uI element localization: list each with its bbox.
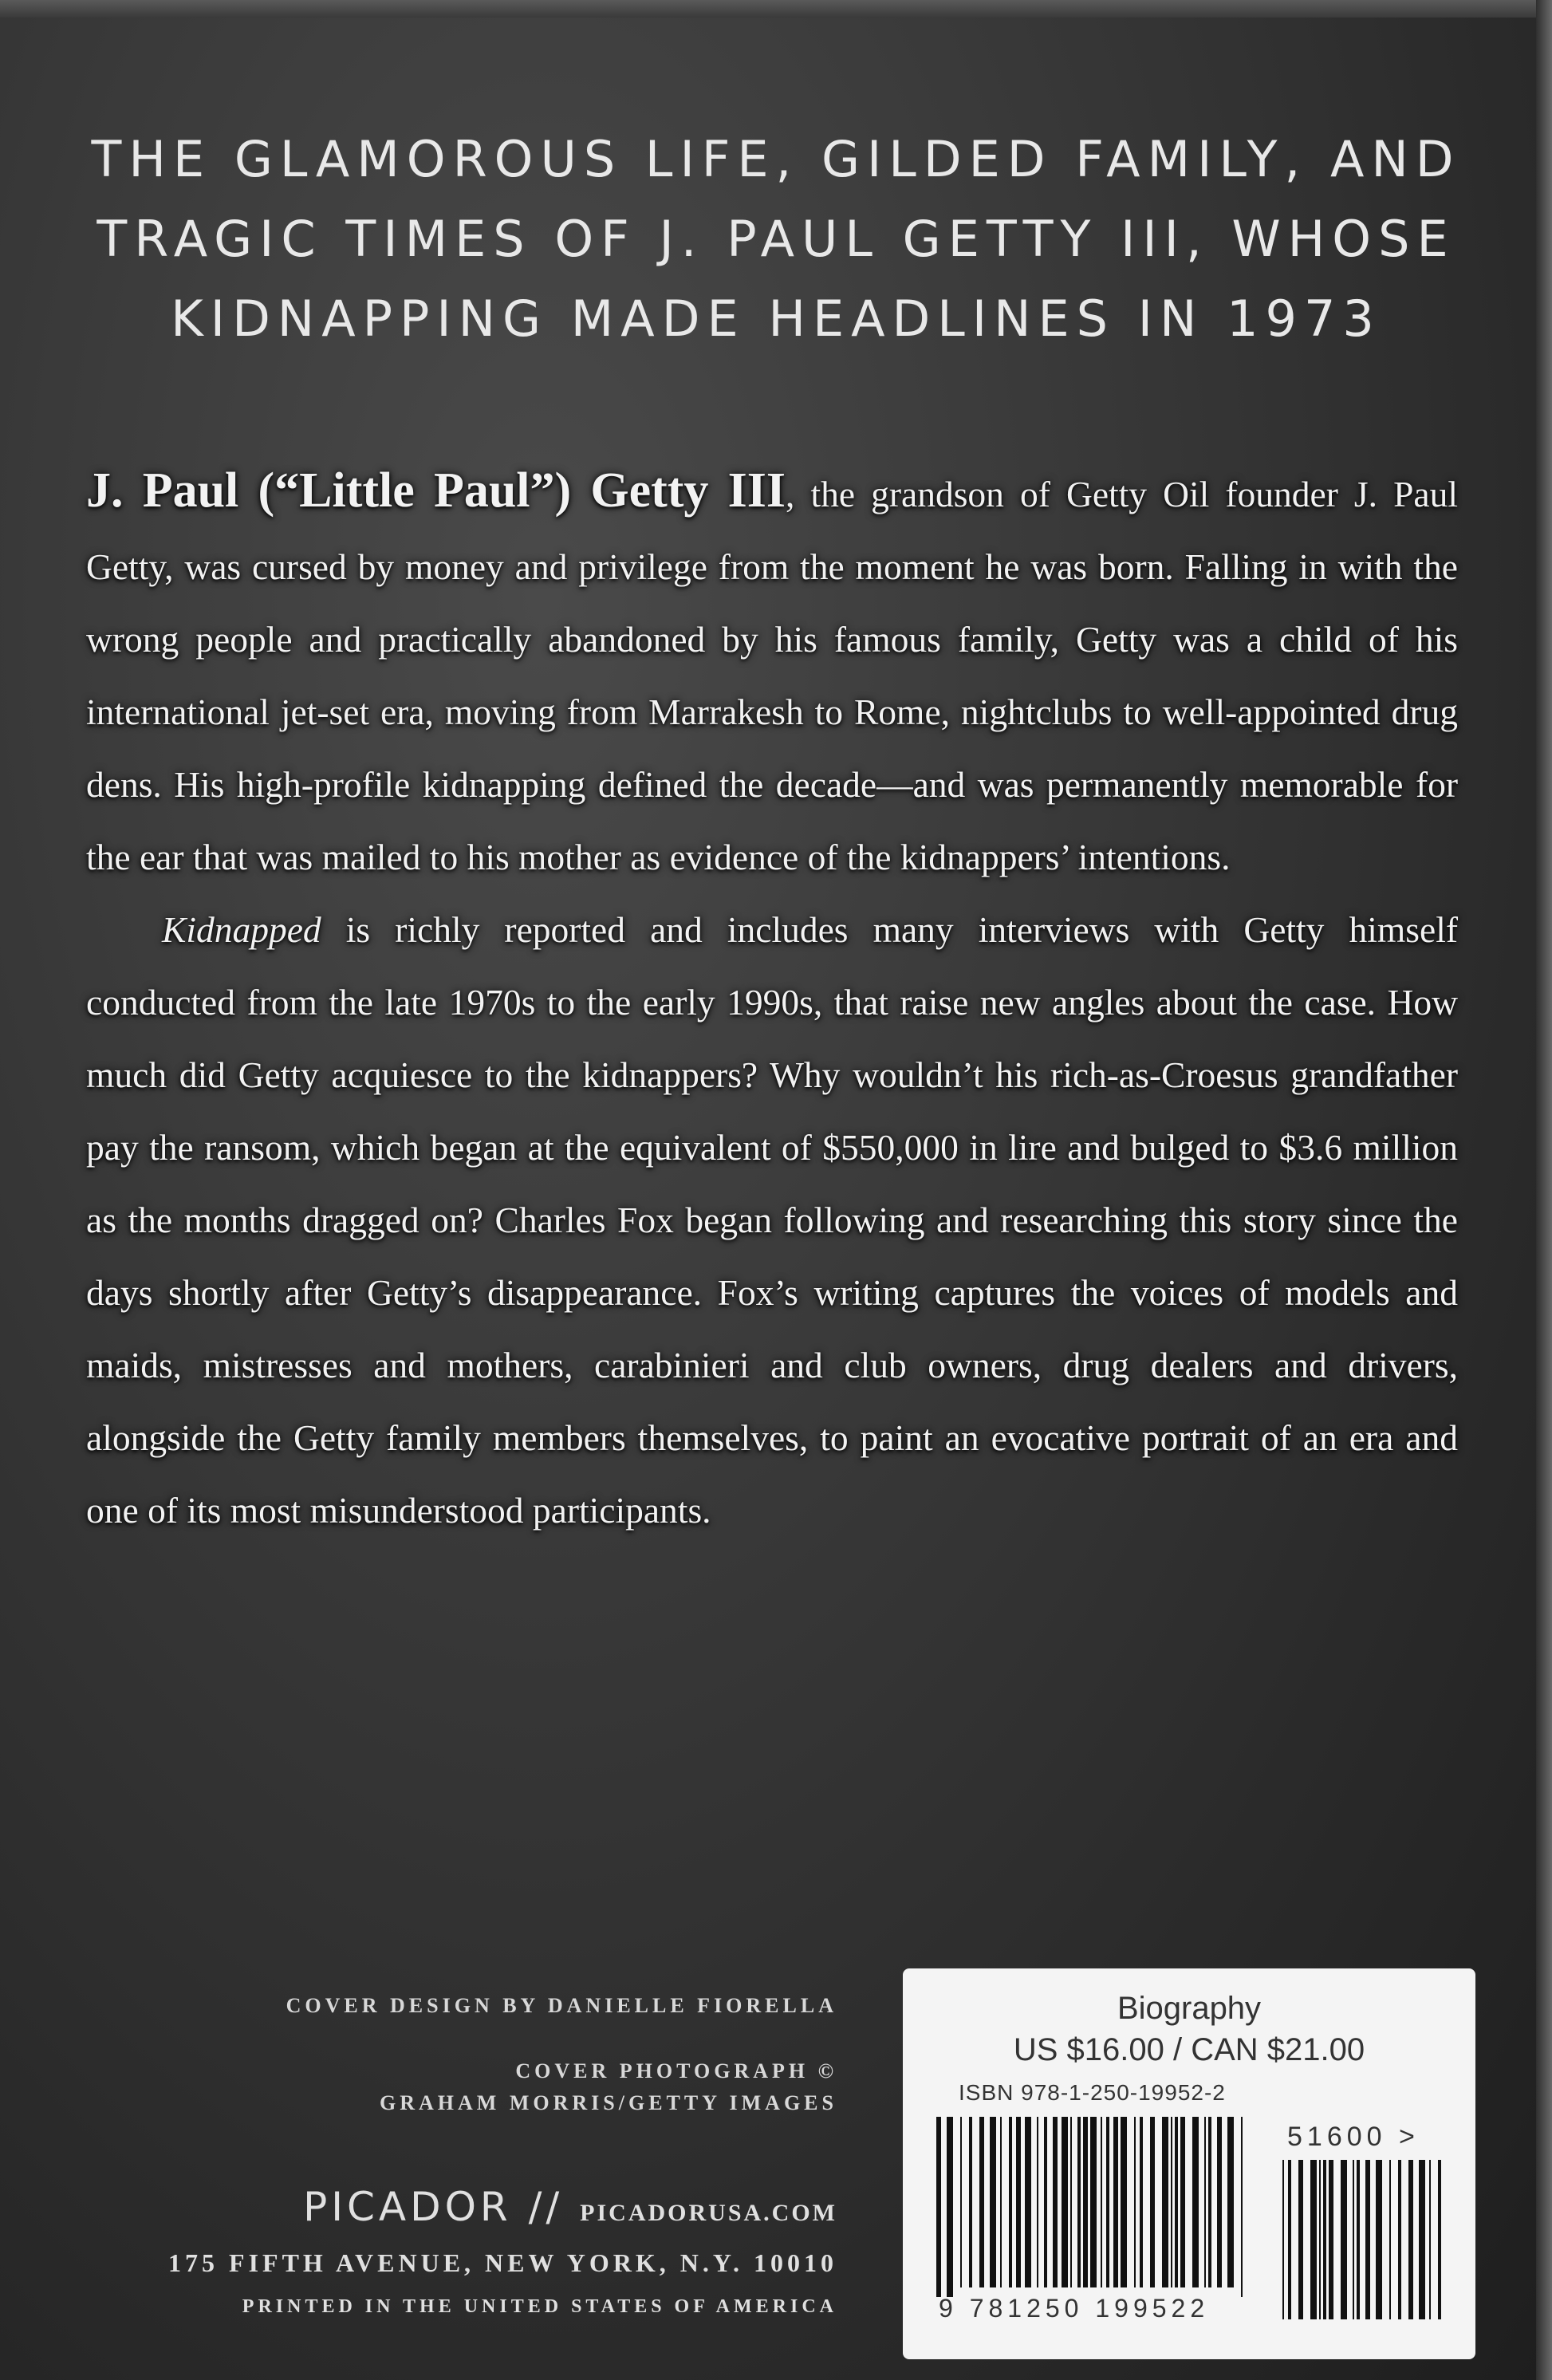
headline-line-3: KIDNAPPING MADE HEADLINES IN 1973 (171, 290, 1381, 348)
barcode-bar (1282, 2160, 1284, 2319)
barcode-bar (936, 2117, 941, 2297)
printed-in: PRINTED IN THE UNITED STATES OF AMERICA (242, 2296, 837, 2317)
barcode-bar (1025, 2117, 1031, 2287)
barcode-bar (990, 2117, 996, 2287)
headline-line-2: TRAGIC TIMES OF J. PAUL GETTY III, WHOSE (97, 210, 1455, 268)
barcode-bar (1376, 2160, 1382, 2319)
barcode-bar (1408, 2160, 1413, 2319)
barcode-bar (1062, 2117, 1068, 2287)
barcode-bar (1106, 2117, 1109, 2287)
cover-top-edge (0, 0, 1552, 18)
isbn-label: ISBN 978-1-250-19952-2 (959, 2080, 1226, 2105)
cover-photo-source: GRAHAM MORRIS/GETTY IMAGES (380, 2091, 837, 2114)
publisher-address: 175 FIFTH AVENUE, NEW YORK, N.Y. 10010 (168, 2248, 837, 2277)
barcode-bar (1298, 2160, 1303, 2319)
barcode-bar (1037, 2117, 1038, 2287)
publisher-url: PICADORUSA.COM (580, 2200, 837, 2226)
barcode-bar (1389, 2160, 1391, 2319)
barcode-bar (1217, 2117, 1222, 2287)
barcode-bar (979, 2117, 984, 2287)
price-label: US $16.00 / CAN $21.00 (1013, 2032, 1365, 2067)
barcode-bar (1288, 2160, 1291, 2319)
barcode-bar (1113, 2117, 1118, 2287)
barcode-bar (1208, 2117, 1211, 2287)
barcode-bar (960, 2117, 962, 2287)
barcode-bar (1162, 2117, 1168, 2287)
publisher-line (88, 2181, 837, 2239)
barcode-bar (1121, 2117, 1127, 2287)
barcode-bar (1341, 2160, 1347, 2319)
cover-right-edge (1536, 0, 1552, 2380)
barcode-bar (1192, 2117, 1199, 2287)
blurb-paragraph-1 (86, 455, 1458, 893)
barcode-bar (1310, 2160, 1317, 2319)
barcode-bar (1438, 2160, 1441, 2319)
barcode-bar (969, 2117, 972, 2287)
barcode-bar (1429, 2160, 1431, 2319)
category-label: Biography (1117, 1991, 1262, 2026)
barcode-bar (1227, 2117, 1234, 2287)
barcode-bar (1009, 2117, 1012, 2287)
blurb-lead-name: J. Paul (“Little Paul”) Getty III (86, 463, 786, 518)
barcode-bar (1000, 2117, 1002, 2287)
barcode-bar (1077, 2117, 1081, 2287)
price-code: 51600 > (1287, 2122, 1420, 2152)
barcode-bar (1323, 2160, 1326, 2319)
barcode-bar (1357, 2160, 1360, 2319)
barcode-bar (1140, 2117, 1143, 2287)
barcode-bar (1204, 2117, 1206, 2287)
blurb-paragraph-1-text: , the grandson of Getty Oil founder J. Paul Getty, was cursed by money and privilege from the moment he was born. Falling in with the wrong people and practically abandoned by his famous family, Getty was a child of his international jet-set era, moving from Marrakesh to Rome, nightclubs to well-appointed drug dens. His high-profile kidnapping defined the decade—and was permanently memorable for the ear that was mailed to his mother as evidence of the kidnappers’ intentions. (86, 474, 1458, 877)
barcode-bar (1419, 2160, 1425, 2319)
barcode-digits: 9 781250 199522 (939, 2294, 1210, 2323)
barcode-bar (1101, 2117, 1102, 2287)
cover-photo-credit: COVER PHOTOGRAPH © (515, 2059, 837, 2082)
publisher-block (88, 2181, 837, 2327)
barcode-bar (1180, 2117, 1185, 2287)
barcode-bar (1150, 2117, 1155, 2287)
publisher-name: PICADOR // (303, 2184, 564, 2230)
cover-credits (167, 1990, 837, 2119)
barcode-bar (1016, 2117, 1021, 2287)
barcode-box (903, 1968, 1475, 2359)
barcode-bar (1175, 2117, 1178, 2287)
barcode-bar (1329, 2160, 1333, 2319)
barcode-bar (1319, 2160, 1321, 2319)
headline (72, 120, 1480, 359)
barcode-bar (1070, 2117, 1072, 2287)
barcode-bar (1090, 2117, 1097, 2287)
barcode-bar (1044, 2117, 1047, 2287)
blurb-paragraph-2 (86, 893, 1458, 1547)
barcode-bar (1083, 2117, 1088, 2287)
barcode-bar (1171, 2117, 1172, 2287)
barcode-bar (1365, 2160, 1370, 2319)
barcode-bar (1241, 2117, 1243, 2297)
barcode-bar (1053, 2117, 1058, 2287)
barcode-bar (1134, 2117, 1136, 2287)
barcode-bar (947, 2117, 953, 2297)
cover-design-credit: COVER DESIGN BY DANIELLE FIORELLA (286, 1994, 837, 2017)
barcode-bar (1353, 2160, 1354, 2319)
blurb (86, 455, 1458, 1547)
blurb-paragraph-2-text: is richly reported and includes many interviews with Getty himself conducted from the late 1970s to the early 1990s, that raise new angles about the case. How much did Getty acquiesce to the kidnappers? Why wouldn’t his rich-as-Croesus grandfather pay the ransom, which began at the equivalent of $550,000 in lire and bulged to $3.6 million as the months dragged on? Charles Fox began following and researching this story since the days shortly after Getty’s disappearance. Fox’s writing captures the voices of models and maids, mistresses and mothers, carabinieri and club owners, drug dealers and drivers, alongside the Getty family members themselves, to paint an evocative portrait of an era and one of its most misunderstood participants. (86, 909, 1458, 1531)
barcode-bar (1398, 2160, 1401, 2319)
headline-line-1: THE GLAMOROUS LIFE, GILDED FAMILY, AND (91, 130, 1461, 188)
book-title: Kidnapped (162, 909, 321, 950)
